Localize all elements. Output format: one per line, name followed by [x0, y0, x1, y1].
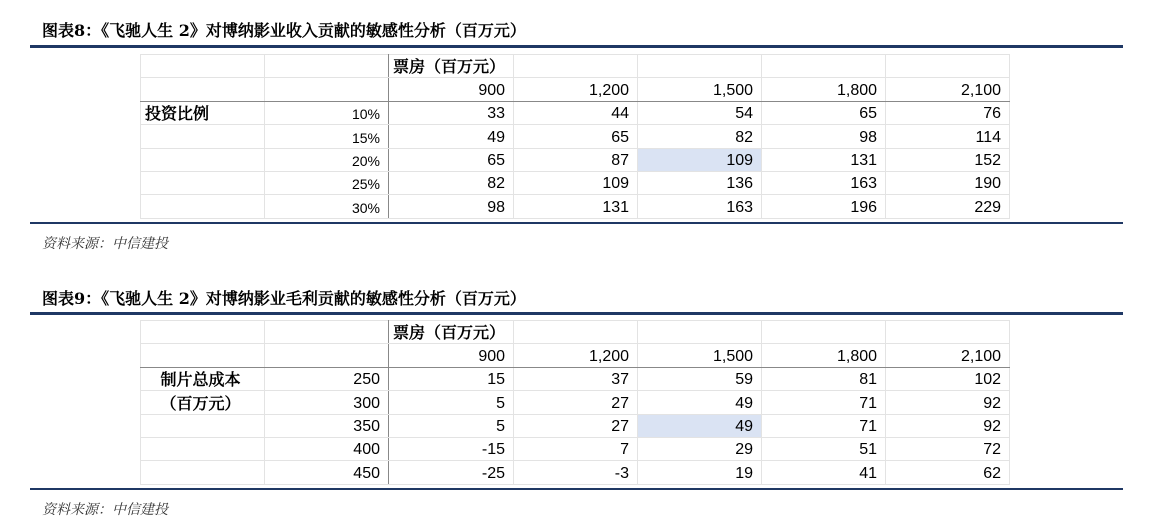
table-row	[141, 414, 1010, 437]
row-label: 投资比例	[141, 101, 265, 124]
table2-source: 资料来源：中信建投	[42, 502, 168, 518]
table-cell: 19	[638, 461, 762, 484]
column-header: 900	[389, 344, 514, 367]
table1-sensitivity-grid	[140, 54, 1010, 219]
table-cell: 15	[389, 367, 514, 390]
table-cell: 76	[886, 101, 1010, 124]
column-header: 2,100	[886, 344, 1010, 367]
table-row	[141, 344, 1010, 367]
column-header: 1,500	[638, 78, 762, 101]
table-cell: -3	[514, 461, 638, 484]
table-cell: 65	[389, 148, 514, 171]
row-key: 30%	[265, 195, 389, 218]
table-row	[141, 171, 1010, 194]
table-cell: 82	[638, 125, 762, 148]
table1-top-rule	[30, 45, 1123, 48]
table-cell: 5	[389, 414, 514, 437]
table2-top-rule	[30, 312, 1123, 315]
table-cell: 27	[514, 391, 638, 414]
table-cell: 98	[762, 125, 886, 148]
table-cell: 82	[389, 171, 514, 194]
table-cell: 131	[514, 195, 638, 218]
table1-source: 资料来源：中信建投	[42, 236, 168, 252]
table-cell: -25	[389, 461, 514, 484]
table-cell: 54	[638, 101, 762, 124]
table-cell: 92	[886, 414, 1010, 437]
table-cell: 71	[762, 414, 886, 437]
table-cell: 33	[389, 101, 514, 124]
table-cell: 229	[886, 195, 1010, 218]
row-key: 20%	[265, 148, 389, 171]
table-cell: 102	[886, 367, 1010, 390]
table-cell: 27	[514, 414, 638, 437]
table-cell: 87	[514, 148, 638, 171]
table2-sensitivity-grid	[140, 320, 1010, 485]
box-office-label: 票房（百万元）	[389, 55, 514, 78]
table-cell: 37	[514, 367, 638, 390]
row-label-line1: 制片总成本	[141, 367, 265, 390]
table-row	[141, 148, 1010, 171]
column-header: 1,500	[638, 344, 762, 367]
table-cell: 190	[886, 171, 1010, 194]
highlighted-cell: 49	[638, 414, 762, 437]
table2-bottom-rule	[30, 488, 1123, 490]
table-cell: -15	[389, 437, 514, 460]
column-header: 2,100	[886, 78, 1010, 101]
column-header: 1,800	[762, 78, 886, 101]
row-key: 300	[265, 391, 389, 414]
column-header: 900	[389, 78, 514, 101]
row-key: 25%	[265, 171, 389, 194]
table-cell: 41	[762, 461, 886, 484]
row-key: 400	[265, 437, 389, 460]
table-cell: 136	[638, 171, 762, 194]
table1-title: 图表8：《飞驰人生 2》对博纳影业收入贡献的敏感性分析（百万元）	[42, 21, 526, 40]
table-cell: 92	[886, 391, 1010, 414]
table-cell: 49	[638, 391, 762, 414]
row-key: 450	[265, 461, 389, 484]
table1-bottom-rule	[30, 222, 1123, 224]
table-cell: 65	[762, 101, 886, 124]
row-key: 10%	[265, 101, 389, 124]
table-cell: 49	[389, 125, 514, 148]
table-row	[141, 101, 1010, 124]
table-row	[141, 437, 1010, 460]
table-row	[141, 367, 1010, 390]
table-row	[141, 78, 1010, 101]
table-row	[141, 321, 1010, 344]
table-cell: 65	[514, 125, 638, 148]
box-office-label: 票房（百万元）	[389, 321, 514, 344]
table-row	[141, 195, 1010, 218]
table-row	[141, 391, 1010, 414]
highlighted-cell: 109	[638, 148, 762, 171]
table-cell: 152	[886, 148, 1010, 171]
table-row	[141, 461, 1010, 484]
table-cell: 98	[389, 195, 514, 218]
row-key: 350	[265, 414, 389, 437]
table-cell: 5	[389, 391, 514, 414]
table-cell: 44	[514, 101, 638, 124]
table-cell: 59	[638, 367, 762, 390]
row-key: 250	[265, 367, 389, 390]
table-row	[141, 55, 1010, 78]
table-cell: 131	[762, 148, 886, 171]
table-cell: 7	[514, 437, 638, 460]
table-cell: 163	[762, 171, 886, 194]
table-cell: 163	[638, 195, 762, 218]
column-header: 1,200	[514, 78, 638, 101]
table-row	[141, 125, 1010, 148]
table2-title: 图表9：《飞驰人生 2》对博纳影业毛利贡献的敏感性分析（百万元）	[42, 289, 526, 308]
table-cell: 114	[886, 125, 1010, 148]
table-cell: 109	[514, 171, 638, 194]
row-label-line2: （百万元）	[141, 391, 265, 414]
column-header: 1,200	[514, 344, 638, 367]
table-cell: 51	[762, 437, 886, 460]
table-cell: 29	[638, 437, 762, 460]
table-cell: 62	[886, 461, 1010, 484]
table-cell: 71	[762, 391, 886, 414]
row-key: 15%	[265, 125, 389, 148]
table-cell: 81	[762, 367, 886, 390]
table-cell: 72	[886, 437, 1010, 460]
column-header: 1,800	[762, 344, 886, 367]
table-cell: 196	[762, 195, 886, 218]
